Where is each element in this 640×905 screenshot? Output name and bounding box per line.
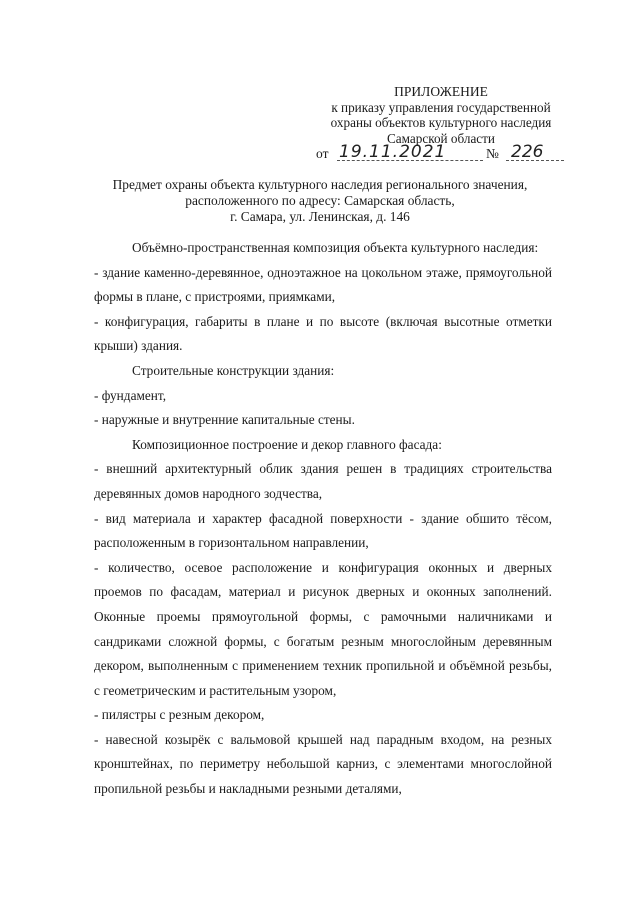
list-item: - конфигурация, габариты в плане и по высоте (включая высотные отметки крыши) здания. <box>94 313 552 354</box>
date-prefix: от <box>316 146 329 161</box>
order-number-handwritten: 226 <box>511 142 544 162</box>
appendix-line: к приказу управления государственной <box>331 99 551 115</box>
section-heading: Строительные конструкции здания: <box>132 362 335 378</box>
list-item: - пилястры с резным декором, <box>94 707 265 723</box>
document-body <box>94 236 552 802</box>
appendix-header <box>310 84 572 146</box>
order-date-number <box>313 142 575 164</box>
section-heading: Объёмно-пространственная композиция объекта культурного наследия: <box>132 240 539 255</box>
appendix-line: охраны объектов культурного наследия <box>330 115 552 130</box>
subject-line: Предмет охраны объекта культурного наследия регионального значения, <box>112 177 528 192</box>
section-heading: Композиционное построение и декор главного фасада: <box>132 436 442 452</box>
list-item: - здание каменно-деревянное, одноэтажное на цокольном этаже, прямоугольной формы в плане, с пристроями, приямками, <box>94 264 552 305</box>
appendix-line: Самарской области <box>387 130 495 146</box>
order-date-handwritten: 19.11.2021 <box>339 142 447 162</box>
list-item: - фундамент, <box>94 387 167 403</box>
list-item: - наружные и внутренние капитальные стены. <box>94 412 355 428</box>
list-item: - вид материала и характер фасадной поверхности - здание обшито тёсом, расположенным в горизонтальном направлении, <box>94 510 552 551</box>
date-underline <box>337 160 483 161</box>
appendix-title: ПРИЛОЖЕНИЕ <box>394 84 488 99</box>
document-subject <box>95 177 545 225</box>
list-item: - количество, осевое расположение и конфигурация оконных и дверных проемов по фасадам, материал и рисунок дверных и оконных заполнений. Оконные проемы прямоугольной формы, с рамочными наличниками и сандриками сложной формы, с богатым резным многослойным деревянным декором, выполненным с применением техник пропильной и объёмной резьбы, с геометрическим и растительным узором, <box>94 559 552 698</box>
list-item: - внешний архитектурный облик здания решен в традициях строительства деревянных домов народного зодчества, <box>94 461 552 501</box>
number-underline <box>506 160 564 161</box>
subject-line: расположенного по адресу: Самарская область, <box>185 193 455 208</box>
number-prefix: № <box>486 146 499 161</box>
list-item: - навесной козырёк с вальмовой крышей над парадным входом, на резных кронштейнах, по периметру небольшой карниз, с элементами многослойной пропильной резьбы и накладными резными деталями, <box>94 731 552 797</box>
subject-line: г. Самара, ул. Ленинская, д. 146 <box>230 209 410 224</box>
